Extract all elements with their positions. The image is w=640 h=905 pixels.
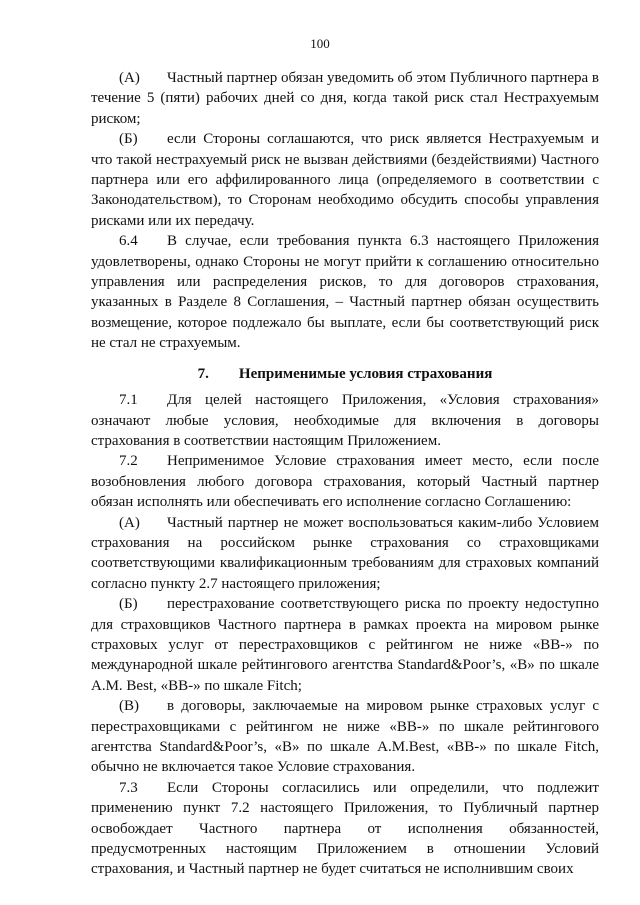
paragraph-text: Частный партнер обязан уведомить об этом Публичного партнера в течение 5 (пяти) рабочих дней со дня, когда такой риск стал Нестрахуемым риском; [91,70,599,127]
section-heading [91,364,599,384]
paragraph-label: (Б) [119,596,138,613]
paragraph-text: Если Стороны согласились или определили, что подлежит применению пункт 7.2 настоящего Приложения, то Публичный партнер освобождает Частного партнера от исполнения обязанностей, предусмотренных настоящим Приложением в отношении Условий страхования, и Частный партнер не будет считаться не исполнившим своих [91,779,599,878]
paragraph-text: в договоры, заключаемые на мировом рынке страховых услуг с перестраховщиками с рейтингом не ниже «BB-» по шкале рейтингового агентства Standard&Poor’s, «B» по шкале A.M.Best, «BB-» по шкале Fitch, обычно не включается такое Условие страхования. [91,698,599,776]
paragraph-6-4 [91,231,599,353]
paragraph-7-2-b [91,594,599,696]
paragraph-label: (Б) [119,131,138,148]
paragraph-text: если Стороны соглашаются, что риск является Нестрахуемым и что такой нестрахуемый риск не вызван действиями (бездействиями) Частного партнера или его аффилированного лица (определяемого в соответствии с Законодательством), то Сторонам необходимо обсудить способы управления рисками или их передачу. [91,131,599,229]
paragraph-7-2 [91,451,599,512]
paragraph-label: (А) [119,514,140,531]
paragraph-b-uninsurable [91,129,599,231]
paragraph-label: 7.3 [119,779,138,796]
paragraph-label: (В) [119,698,139,715]
paragraph-7-1 [91,390,599,451]
paragraph-text: Частный партнер не может воспользоваться каким-либо Условием страхования на российском рынке страхования со страховщиками соответствующими квалификационным требованиям для страховых компаний согласно пункту 2.7 настоящего приложения; [91,514,599,592]
document-body [91,68,599,880]
section-title: Неприменимые условия страхования [238,365,493,382]
paragraph-text: В случае, если требования пункта 6.3 настоящего Приложения удовлетворены, однако Стороны не могут прийти к соглашению относительно управления или распределения рисков, то для договоров страхования, указанных в Разделе 8 Соглашения, – Частный партнер обязан осуществить возмещение, которое подлежало бы выплате, если бы соответствующий риск не стал не страхуемым. [91,233,599,352]
paragraph-text: перестрахование соответствующего риска по проекту недоступно для страховщиков Частного партнера в рамках проекта на мировом рынке страховых услуг от перестраховщиков с рейтингом не ниже «BB-» по международной шкале рейтингового агентства Standard&Poor’s, «B» по шкале A.M. Best, «BB-» по шкале Fitch; [91,596,599,694]
paragraph-7-2-a [91,513,599,595]
paragraph-a-notify [91,68,599,129]
page-number: 100 [310,36,330,51]
paragraph-label: (А) [119,70,140,86]
paragraph-text: Для целей настоящего Приложения, «Условия страхования» означают любые условия, необходимые для включения в договоры страхования в соответствии настоящим Приложением. [91,392,599,449]
paragraph-label: 6.4 [119,233,138,250]
paragraph-7-3 [91,778,599,880]
paragraph-text: Неприменимое Условие страхования имеет место, если после возобновления любого договора страхования, который Частный партнер обязан исполнять или обеспечивать его исполнение согласно Соглашению: [91,453,599,511]
section-number: 7. [197,365,209,382]
paragraph-label: 7.1 [119,392,138,409]
paragraph-7-2-v [91,696,599,778]
paragraph-label: 7.2 [119,453,138,470]
